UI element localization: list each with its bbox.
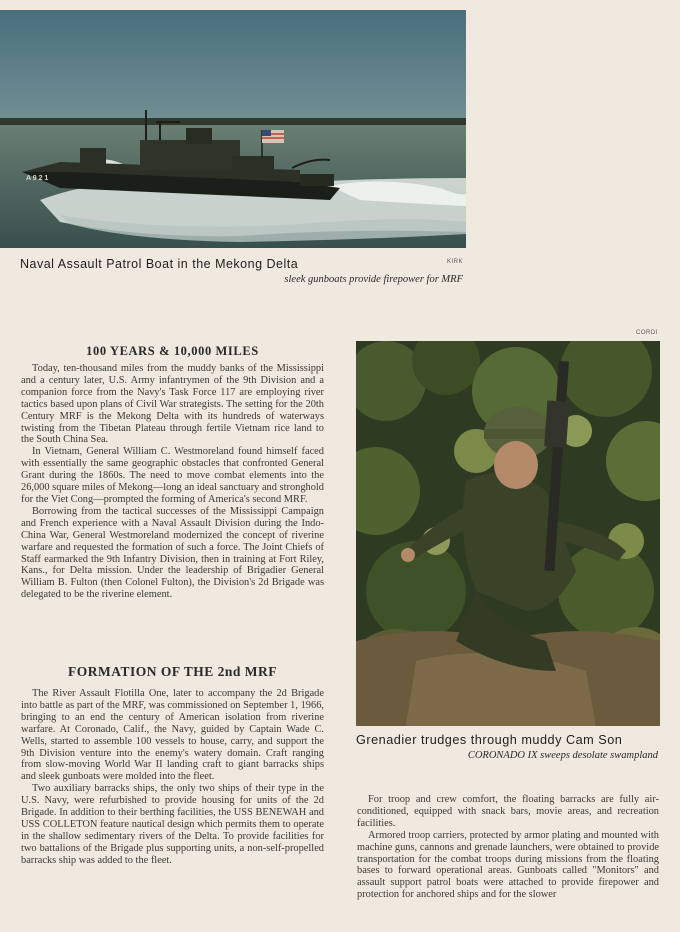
top-photo-credit: KIRK [447,259,464,265]
paragraph: In Vietnam, General William C. Westmoreland found himself faced with essentially the same geographic obstacles that confronted General Grant during the 1860s. The need to move combat elements into the 26,000 square miles of Mekong—long an ideal sanctuary and stronghold for the Viet Cong—prompted the forming of America's second MRF. [21,446,324,505]
section-100-years-text [21,363,324,601]
heading-100-years: 100 YEARS & 10,000 MILES [86,344,259,358]
paragraph: Today, ten-thousand miles from the muddy banks of the Mississippi and a century later, U.S. Army infantrymen of the 9th Division and a companion force from the Navy's Task Force 117 are employing river tactics based upon plans of Civil War strategists. The setting for the 20th Century MRF is the Mekong Delta with its hundreds of waterways twisting from the Tibetan Plateau through fertile Vietnam rice land to the South China Sea. [21,363,324,446]
grenadier-image [356,341,660,726]
section-formation-text [21,688,324,867]
right-photo-caption: Grenadier trudges through muddy Cam Son [356,733,623,747]
paragraph: Borrowing from the tactical successes of the Mississippi Campaign and French experience with a Naval Assault Division during the Indo-China War, General Westmoreland modernized the concept of riverine warfare and requested the formation of such a force. The Joint Chiefs of Staff earmarked the 9th Infantry Division, then in training at Fort Riley, Kans., for Delta mission. Under the leadership of Brigadier General William B. Fulton (then Colonel Fulton), the Division's 2d Brigade was delegated to be the riverine element. [21,505,324,601]
paragraph: For troop and crew comfort, the floating barracks are fully air-conditioned, equipped with snack bars, movie areas, and recreation facilities. [357,794,659,829]
patrol-boat-image [0,10,466,248]
paragraph: Two auxiliary barracks ships, the only two ships of their type in the U.S. Navy, were refurbished to provide housing for units of the 2d Brigade. In addition to their berthing facilities, the USS BENEWAH and USS COLLETON feature nautical design which permits them to operate in the shallow sedimentary rivers of the Delta. To provide facilities for two battalions of the Brigade plus supporting units, a non-self-propelled barracks ship was added to the fleet. [21,783,324,866]
top-photo-subcaption: sleek gunboats provide firepower for MRF [284,274,463,285]
heading-formation: FORMATION OF THE 2nd MRF [67,664,277,679]
hull-number: A 9 2 1 [26,175,49,182]
patrol-boat-photo [0,10,466,248]
right-photo-subcaption: CORONADO IX sweeps desolate swampland [467,750,658,761]
section-barracks-text [357,794,659,901]
paragraph: The River Assault Flotilla One, later to accompany the 2d Brigade into battle as part of the MRF, was commissioned on September 1, 1966, bringing to an end the century of American isolation from riverine warfare. At Coronado, Calif., the Navy, guided by Captain Wade C. Wells, started to assemble 100 vessels to house, carry, and support the 9th Division venture into the enemy's watery domain. Craft ranging from slow-moving World War II landing craft to giant barracks ships and sleek gunboats were molded into the fleet. [21,688,324,783]
top-photo-caption: Naval Assault Patrol Boat in the Mekong Delta [20,257,299,271]
grenadier-photo [356,341,660,726]
right-photo-credit: CORDI [636,330,658,336]
paragraph: Armored troop carriers, protected by armor plating and mounted with machine guns, cannons and grenade launchers, were obtained to provide transportation for the combat troops during missions from the floating bases to forward operational areas. Gunboats called "Monitors" and assault support patrol boats were attached to provide firepower and protection for anchored ships and for the slower [357,829,659,901]
